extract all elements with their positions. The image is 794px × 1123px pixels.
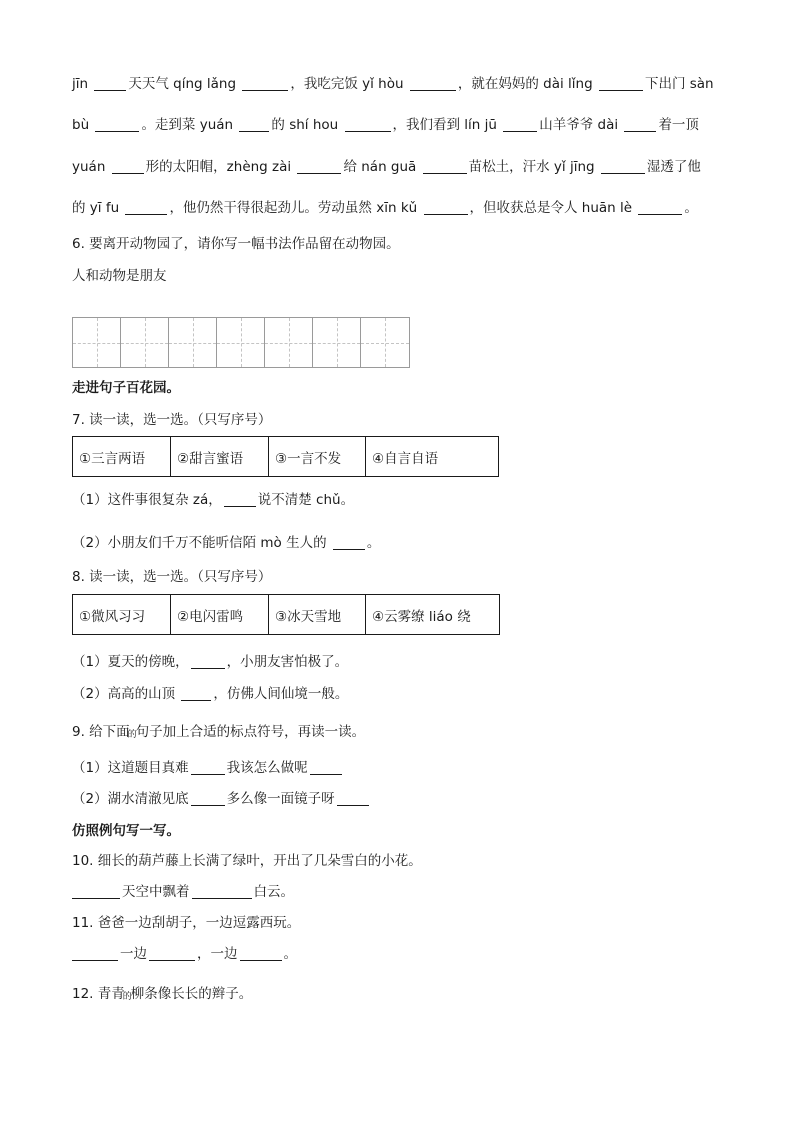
q8-options-table (72, 594, 500, 635)
sentence-text: 一边 (120, 946, 147, 962)
answer-blank[interactable] (112, 159, 144, 174)
sentence-text: 多么像一面镜子呀 (226, 791, 335, 807)
prompt-text: 柳条像长长的辫子。 (130, 986, 253, 1002)
prompt-text: 句子加上合适的标点符号，再读一读。 (135, 724, 366, 740)
option-cell: ③一言不发 (269, 437, 366, 477)
pinyin-text: ，就在妈妈的 dài lǐng (457, 76, 593, 92)
sentence-text: （2）湖水清澈见底 (72, 791, 189, 807)
passage-line-3 (72, 157, 701, 177)
section-heading-imitate: 仿照例句写一写。 (72, 823, 180, 839)
passage-line-4 (72, 198, 698, 218)
grid-cell[interactable] (265, 318, 313, 367)
sentence-text: 说不清楚 chǔ。 (257, 492, 355, 508)
calligraphy-grid (72, 317, 410, 368)
q9-prompt (72, 722, 365, 742)
answer-blank[interactable] (192, 884, 252, 899)
answer-blank[interactable] (601, 159, 645, 174)
q9-sentence-2 (72, 789, 371, 809)
answer-blank[interactable] (424, 200, 468, 215)
q9-sentence-1 (72, 758, 344, 778)
sentence-text: 。 (366, 535, 381, 551)
pinyin-text: 下出门 sàn (644, 76, 714, 92)
answer-blank[interactable] (239, 117, 269, 132)
sentence-text: 。 (283, 946, 297, 962)
answer-blank[interactable] (297, 159, 341, 174)
q7-sentence-2 (72, 533, 380, 553)
q8-sentence-2 (72, 684, 348, 704)
sentence-text: （1）这件事很复杂 zá， (72, 492, 222, 508)
q12-prompt (72, 984, 252, 1004)
pinyin-text: 。 (684, 200, 698, 216)
option-cell: ①三言两语 (73, 437, 171, 477)
sentence-text: （2）小朋友们千万不能听信陌 mò 生人的 (72, 535, 327, 551)
sentence-text: 天空中飘着 (122, 884, 190, 900)
prompt-text: 9. 给下面 (72, 724, 130, 740)
sentence-text: （1）这道题目真难 (72, 760, 189, 776)
q8-sentence-1 (72, 652, 348, 672)
answer-blank[interactable] (333, 535, 365, 550)
q7-options-table (72, 436, 499, 477)
answer-blank[interactable] (191, 654, 225, 669)
sentence-text: ，仿佛人间仙境一般。 (213, 686, 349, 702)
q11-answer (72, 944, 297, 964)
pinyin-text: 山羊爷爷 dài (539, 117, 619, 133)
sentence-text: 我该怎么做呢 (226, 760, 308, 776)
answer-blank[interactable] (624, 117, 656, 132)
pinyin-text: 形的太阳帽，zhèng zài (145, 159, 292, 175)
pinyin-text: 的 shí hou (271, 117, 339, 133)
q7-prompt: 7. 读一读，选一选。（只写序号） (72, 412, 272, 428)
option-cell: ②电闪雷鸣 (171, 595, 269, 635)
answer-blank[interactable] (337, 791, 369, 806)
grid-cell[interactable] (313, 318, 361, 367)
q10-prompt: 10. 细长的葫芦藤上长满了绿叶，开出了几朵雪白的小花。 (72, 853, 422, 869)
answer-blank[interactable] (191, 791, 225, 806)
pinyin-text: ，但收获总是令人 huān lè (469, 200, 633, 216)
answer-blank[interactable] (345, 117, 391, 132)
answer-blank[interactable] (191, 760, 225, 775)
option-cell: ④云雾缭 liáo 绕 (366, 595, 500, 635)
pinyin-text: ，他仍然干得很起劲儿。劳动虽然 xīn kǔ (169, 200, 418, 216)
grid-cell[interactable] (121, 318, 169, 367)
section-heading-sentences: 走进句子百花园。 (72, 380, 180, 396)
pinyin-text: 天天气 qíng lǎng (128, 76, 237, 92)
answer-blank[interactable] (638, 200, 682, 215)
option-cell: ②甜言蜜语 (171, 437, 269, 477)
pinyin-text: 苗松土，汗水 yǐ jīng (468, 159, 595, 175)
passage-line-1 (72, 74, 714, 94)
sentence-text: （1）夏天的傍晚， (72, 654, 189, 670)
pinyin-text: 的 yī fu (72, 200, 120, 216)
pinyin-text: 给 nán guā (343, 159, 417, 175)
answer-blank[interactable] (94, 76, 126, 91)
answer-blank[interactable] (224, 492, 256, 507)
passage-line-2 (72, 115, 699, 135)
answer-blank[interactable] (599, 76, 643, 91)
grid-cell[interactable] (217, 318, 265, 367)
pinyin-text: 着一顶 (658, 117, 699, 133)
option-cell: ③冰天雪地 (269, 595, 366, 635)
answer-blank[interactable] (242, 76, 288, 91)
q8-prompt: 8. 读一读，选一选。（只写序号） (72, 569, 272, 585)
sentence-text: ，小朋友害怕极了。 (226, 654, 349, 670)
answer-blank[interactable] (125, 200, 167, 215)
answer-blank[interactable] (503, 117, 537, 132)
pinyin-text: jīn (72, 76, 89, 92)
pinyin-text: ，我们看到 lín jū (392, 117, 497, 133)
grid-cell[interactable] (73, 318, 121, 367)
option-cell: ④自言自语 (366, 437, 499, 477)
ruby-text: 的 (122, 992, 132, 1002)
q6-prompt: 6. 要离开动物园了，请你写一幅书法作品留在动物园。 (72, 236, 400, 252)
answer-blank[interactable] (72, 946, 118, 961)
pinyin-text: ，我吃完饭 yǐ hòu (290, 76, 404, 92)
option-cell: ①微风习习 (73, 595, 171, 635)
sentence-text: ，一边 (197, 946, 238, 962)
answer-blank[interactable] (149, 946, 195, 961)
q11-prompt: 11. 爸爸一边刮胡子，一边逗露西玩。 (72, 915, 301, 931)
q10-answer (72, 882, 294, 902)
answer-blank[interactable] (240, 946, 282, 961)
sentence-text: （2）高高的山顶 (72, 686, 176, 702)
answer-blank[interactable] (95, 117, 139, 132)
answer-blank[interactable] (423, 159, 467, 174)
pinyin-text: 湿透了他 (646, 159, 701, 175)
q6-phrase: 人和动物是朋友 (72, 268, 167, 284)
ruby-text: 的 (127, 730, 137, 740)
sentence-text: 白云。 (253, 884, 294, 900)
grid-cell[interactable] (169, 318, 217, 367)
pinyin-text: yuán (72, 159, 106, 175)
answer-blank[interactable] (72, 884, 120, 899)
prompt-text: 12. 青青 (72, 986, 125, 1002)
grid-cell[interactable] (361, 318, 409, 367)
answer-blank[interactable] (310, 760, 342, 775)
pinyin-text: 。走到菜 yuán (141, 117, 234, 133)
answer-blank[interactable] (181, 686, 211, 701)
pinyin-text: bù (72, 117, 90, 133)
answer-blank[interactable] (410, 76, 456, 91)
q7-sentence-1 (72, 490, 354, 510)
